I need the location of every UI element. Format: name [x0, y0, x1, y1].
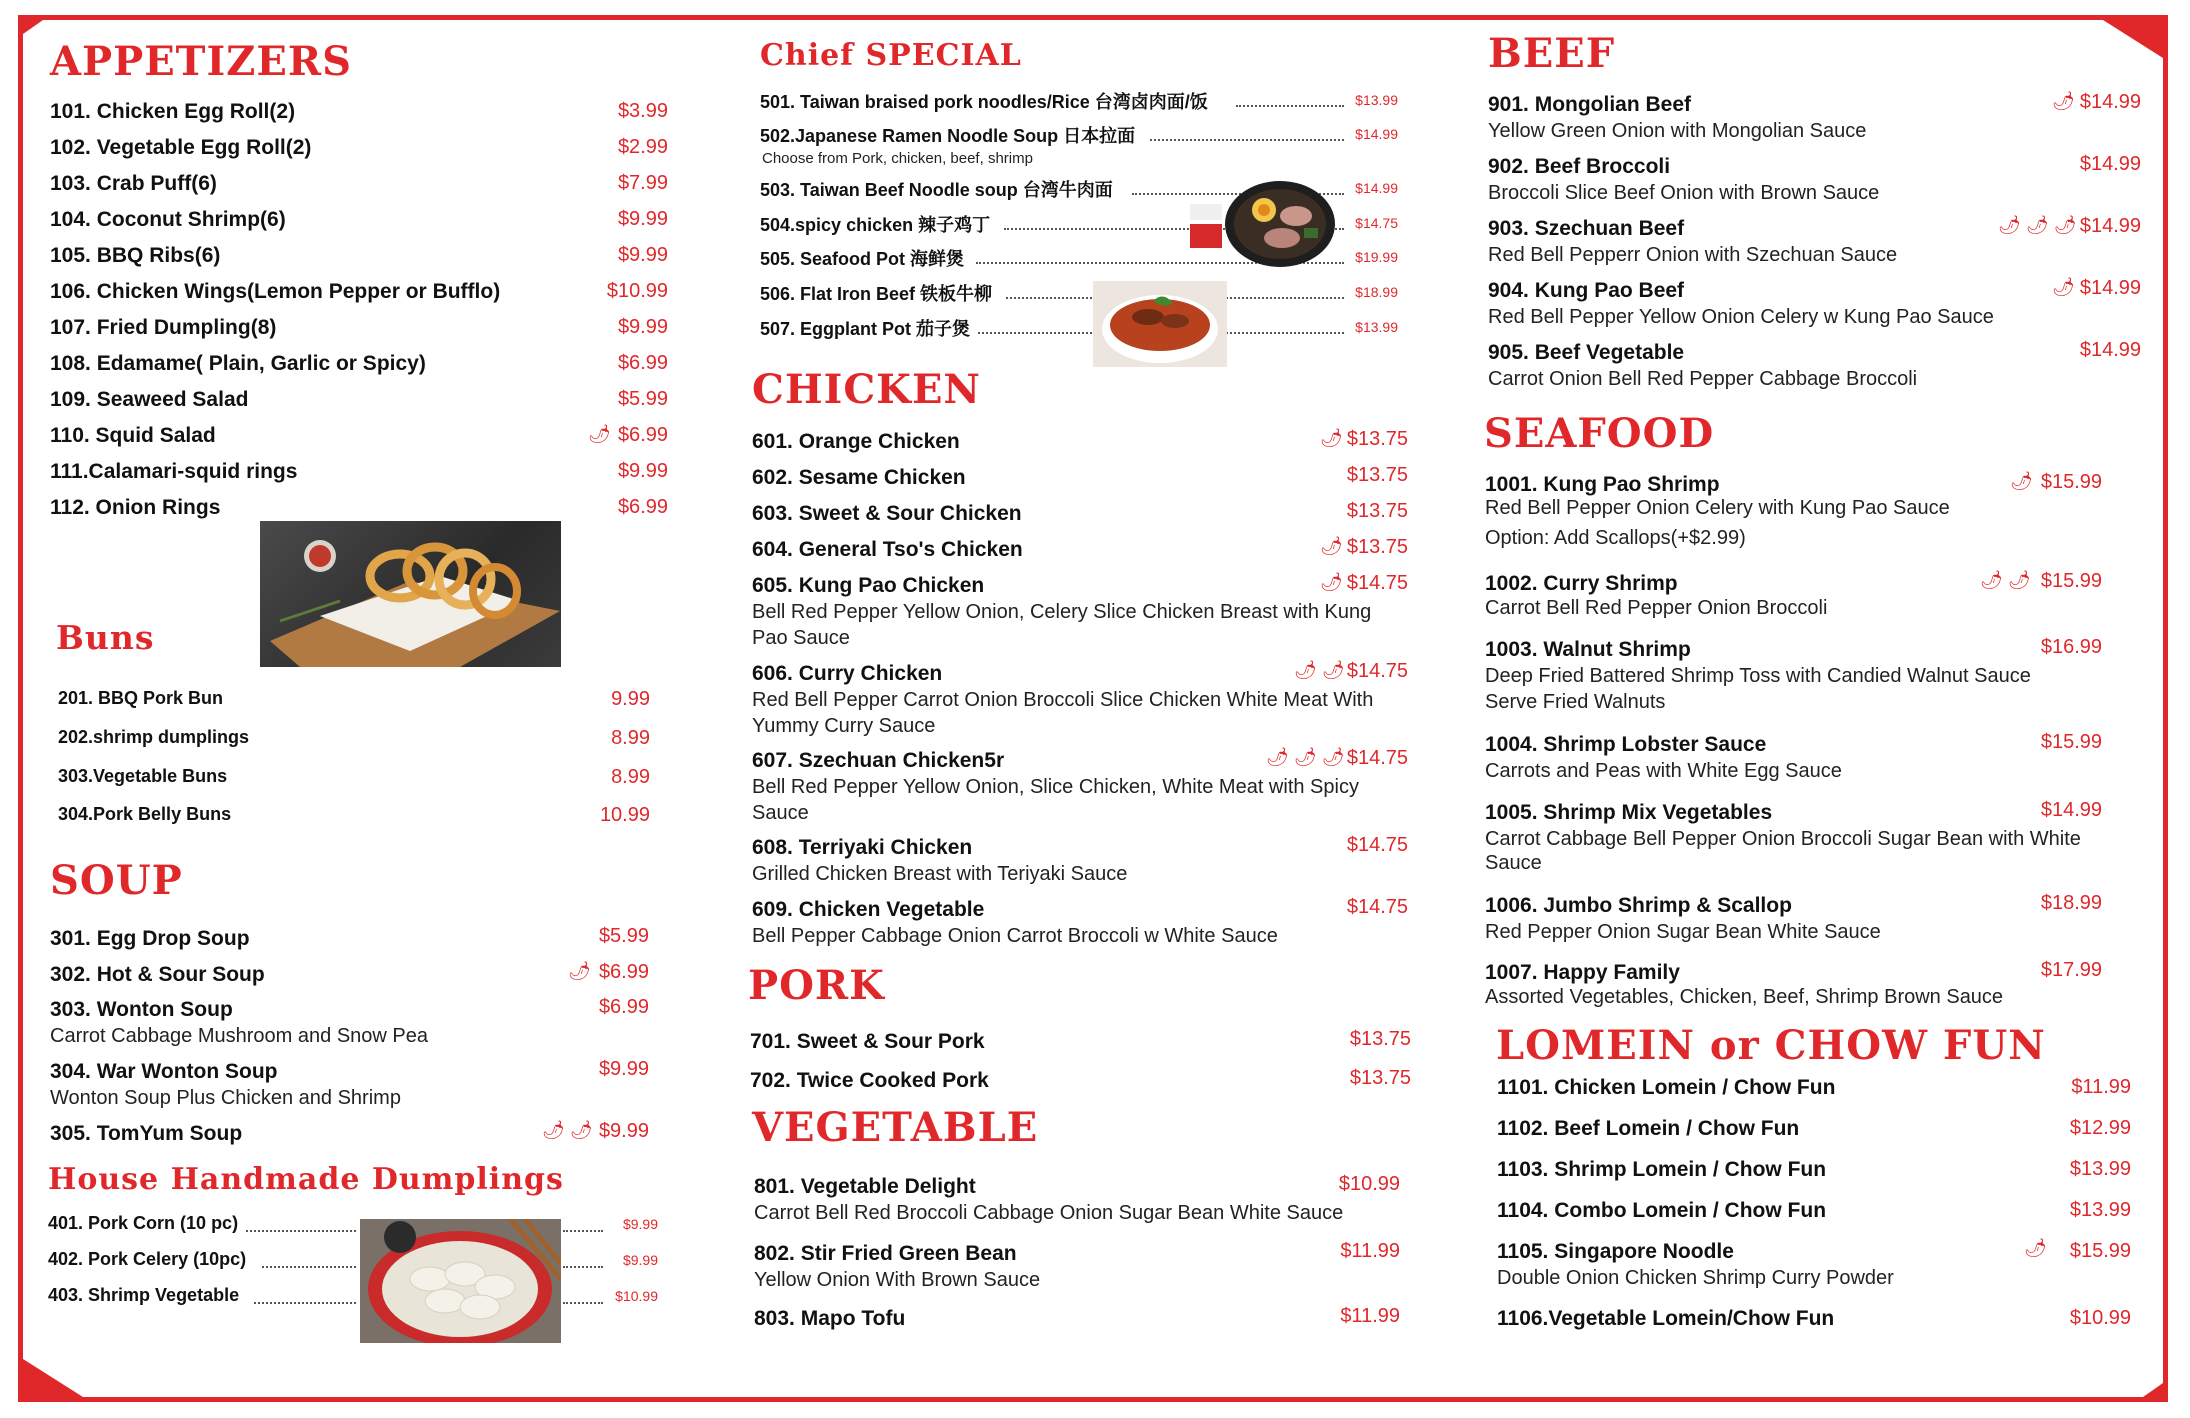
item-price: $6.99: [617, 496, 668, 518]
menu-item: 1005. Shrimp Mix Vegetables: [1485, 801, 1773, 824]
dot-leader: [563, 1230, 603, 1232]
menu-item: 503. Taiwan Beef Noodle soup 台湾牛肉面: [760, 180, 1113, 200]
item-price: $14.75: [1355, 215, 1398, 231]
chicken-title: CHICKEN: [752, 366, 981, 413]
item-note: Choose from Pork, chicken, beef, shrimp: [762, 150, 1033, 167]
item-description: Red Bell Pepperr Onion with Szechuan Sauce: [1488, 244, 1898, 266]
menu-item: 1006. Jumbo Shrimp & Scallop: [1485, 894, 1792, 917]
item-price: $13.99: [1355, 92, 1398, 108]
dot-leader: [254, 1302, 356, 1304]
item-price: 8.99: [611, 727, 650, 749]
item-price: $18.99: [2040, 892, 2102, 914]
menu-item: 504.spicy chicken 辣子鸡丁: [760, 215, 991, 235]
item-price: $10.99: [606, 280, 668, 302]
chili-pepper-icon: 🌶: [568, 961, 591, 981]
menu-item: 605. Kung Pao Chicken: [752, 574, 985, 597]
item-description: Yummy Curry Sauce: [752, 715, 936, 737]
menu-item: 802. Stir Fried Green Bean: [754, 1242, 1017, 1265]
item-price: $14.75: [1346, 747, 1408, 769]
item-price: $2.99: [617, 136, 668, 158]
item-description: Carrot Cabbage Bell Pepper Onion Broccoli Sugar Bean with White: [1485, 828, 2081, 850]
menu-item: 103. Crab Puff(6): [50, 172, 217, 195]
border-corner: [23, 1359, 83, 1397]
item-price: $13.75: [1346, 464, 1408, 486]
menu-item: 110. Squid Salad: [50, 424, 216, 447]
onion-rings-photo: [260, 521, 561, 667]
menu-item: 106. Chicken Wings(Lemon Pepper or Bufflo): [50, 280, 501, 303]
item-price: $9.99: [617, 460, 668, 482]
item-price: $14.99: [2079, 153, 2141, 175]
item-description: Sauce: [1485, 852, 1542, 874]
item-price: $5.99: [598, 925, 649, 947]
menu-item: 1002. Curry Shrimp: [1485, 572, 1678, 595]
menu-item: 506. Flat Iron Beef 铁板牛柳: [760, 284, 993, 304]
menu-item: 101. Chicken Egg Roll(2): [50, 100, 296, 123]
item-price: $11.99: [2071, 1076, 2131, 1098]
item-description: Assorted Vegetables, Chicken, Beef, Shrimp Brown Sauce: [1485, 986, 2004, 1008]
dot-leader: [246, 1230, 356, 1232]
item-price: $9.99: [617, 316, 668, 338]
item-description: Red Bell Pepper Onion Celery with Kung Pao Sauce: [1485, 497, 1950, 519]
item-price: $6.99: [617, 352, 668, 374]
item-price: $9.99: [617, 244, 668, 266]
menu-item: 606. Curry Chicken: [752, 662, 943, 685]
menu-item: 107. Fried Dumpling(8): [50, 316, 277, 339]
border-corner: [23, 20, 43, 34]
menu-item: 905. Beef Vegetable: [1488, 341, 1685, 364]
item-price: $9.99: [598, 1058, 649, 1080]
menu-item: 104. Coconut Shrimp(6): [50, 208, 286, 231]
seafood-title: SEAFOOD: [1484, 410, 1715, 457]
dot-leader: [262, 1266, 356, 1268]
item-description: Double Onion Chicken Shrimp Curry Powder: [1497, 1267, 1894, 1289]
item-price: $12.99: [2069, 1117, 2131, 1139]
item-price: $14.99: [2040, 799, 2102, 821]
menu-item: 608. Terriyaki Chicken: [752, 836, 973, 859]
menu-item: 1007. Happy Family: [1485, 961, 1680, 984]
item-price: $14.75: [1346, 572, 1408, 594]
menu-item: 609. Chicken Vegetable: [752, 898, 985, 921]
menu-item: 901. Mongolian Beef: [1488, 93, 1692, 116]
dot-leader: [563, 1266, 603, 1268]
chili-pepper-icon: 🌶: [588, 424, 611, 444]
item-price: $13.75: [1346, 536, 1408, 558]
item-price: $3.99: [617, 100, 668, 122]
menu-item: 801. Vegetable Delight: [754, 1175, 976, 1198]
menu-item: 301. Egg Drop Soup: [50, 927, 250, 950]
item-description: Red Bell Pepper Carrot Onion Broccoli Slice Chicken White Meat With: [752, 689, 1374, 711]
menu-item: 305. TomYum Soup: [50, 1122, 243, 1145]
item-price: $14.75: [1346, 660, 1408, 682]
chili-pepper-icon: 🌶: [1320, 536, 1343, 556]
menu-item: 102. Vegetable Egg Roll(2): [50, 136, 312, 159]
item-price: $17.99: [2040, 959, 2102, 981]
item-price: $13.99: [2069, 1199, 2131, 1221]
item-price: $14.99: [2079, 277, 2141, 299]
menu-item: 601. Orange Chicken: [752, 430, 960, 453]
lomein-title: LOMEIN or CHOW FUN: [1496, 1022, 2046, 1069]
menu-item: 1003. Walnut Shrimp: [1485, 638, 1691, 661]
menu-item: 1101. Chicken Lomein / Chow Fun: [1497, 1076, 1836, 1099]
chili-pepper-icon: 🌶 🌶: [542, 1120, 593, 1140]
item-description: Wonton Soup Plus Chicken and Shrimp: [50, 1087, 401, 1109]
item-description: Yellow Green Onion with Mongolian Sauce: [1488, 120, 1867, 142]
dot-leader: [1150, 139, 1344, 141]
item-price: $18.99: [1355, 284, 1398, 300]
item-price: $15.99: [2040, 731, 2102, 753]
menu-item: 1106.Vegetable Lomein/Chow Fun: [1497, 1307, 1835, 1330]
beef-noodle-photo: [1093, 281, 1227, 367]
menu-item: 607. Szechuan Chicken5r: [752, 749, 1005, 772]
menu-item: 902. Beef Broccoli: [1488, 155, 1671, 178]
menu-item: 803. Mapo Tofu: [754, 1307, 906, 1330]
chili-pepper-icon: 🌶: [1320, 572, 1343, 592]
item-description: Pao Sauce: [752, 627, 850, 649]
vegetable-title: VEGETABLE: [752, 1104, 1039, 1151]
item-description: Yellow Onion With Brown Sauce: [754, 1269, 1041, 1291]
menu-item: 1104. Combo Lomein / Chow Fun: [1497, 1199, 1827, 1222]
menu-item: 502.Japanese Ramen Noodle Soup 日本拉面: [760, 126, 1136, 146]
item-description: Red Bell Pepper Yellow Onion Celery w Kung Pao Sauce: [1488, 306, 1994, 328]
item-price: $13.75: [1349, 1067, 1411, 1089]
item-description: Grilled Chicken Breast with Teriyaki Sauce: [752, 863, 1128, 885]
menu-item: 403. Shrimp Vegetable: [48, 1285, 240, 1305]
item-price: $15.99: [2040, 471, 2102, 493]
item-price: 8.99: [611, 766, 650, 788]
item-price: $14.99: [1355, 126, 1398, 142]
appetizers-title: APPETIZERS: [50, 38, 352, 85]
menu-item: 602. Sesame Chicken: [752, 466, 966, 489]
menu-item: 303. Wonton Soup: [50, 998, 233, 1021]
menu-item: 402. Pork Celery (10pc): [48, 1249, 247, 1269]
item-price: $14.99: [2079, 215, 2141, 237]
chili-pepper-icon: 🌶: [2010, 471, 2033, 491]
item-description: Bell Red Pepper Yellow Onion, Celery Slice Chicken Breast with Kung: [752, 601, 1372, 623]
item-price: $10.99: [2069, 1307, 2131, 1329]
item-price: $14.99: [2079, 91, 2141, 113]
menu-item: 201. BBQ Pork Bun: [58, 688, 224, 708]
menu-item: 702. Twice Cooked Pork: [750, 1069, 989, 1092]
chief-special-title: Chief SPECIAL: [760, 38, 1022, 73]
item-price: $11.99: [1340, 1240, 1400, 1262]
menu-item: 112. Onion Rings: [50, 496, 221, 519]
menu-item: 1103. Shrimp Lomein / Chow Fun: [1497, 1158, 1827, 1181]
menu-item: 109. Seaweed Salad: [50, 388, 249, 411]
item-price: 9.99: [611, 688, 650, 710]
menu-item: 701. Sweet & Sour Pork: [750, 1030, 985, 1053]
item-price: $15.99: [2040, 570, 2102, 592]
soup-title: SOUP: [50, 857, 183, 904]
item-price: $16.99: [2040, 636, 2102, 658]
dumplings-photo: [360, 1219, 561, 1343]
menu-item: 304. War Wonton Soup: [50, 1060, 278, 1083]
item-description: Option: Add Scallops(+$2.99): [1485, 527, 1746, 549]
item-description: Broccoli Slice Beef Onion with Brown Sauce: [1488, 182, 1880, 204]
item-description: Bell Pepper Cabbage Onion Carrot Broccoli w White Sauce: [752, 925, 1278, 947]
item-description: Sauce: [752, 802, 809, 824]
menu-item: 603. Sweet & Sour Chicken: [752, 502, 1022, 525]
item-price: $6.99: [617, 424, 668, 446]
menu-item: 505. Seafood Pot 海鲜煲: [760, 249, 965, 269]
menu-item: 202.shrimp dumplings: [58, 727, 250, 747]
item-price: $15.99: [2069, 1240, 2131, 1262]
chili-pepper-icon: 🌶 🌶: [1980, 570, 2031, 590]
dot-leader: [1236, 105, 1344, 107]
menu-item: 903. Szechuan Beef: [1488, 217, 1685, 240]
item-description: Carrot Bell Red Pepper Onion Broccoli: [1485, 597, 1828, 619]
item-description: Deep Fried Battered Shrimp Toss with Candied Walnut Sauce: [1485, 665, 2031, 687]
item-price: $10.99: [1338, 1173, 1400, 1195]
menu-item: 1004. Shrimp Lobster Sauce: [1485, 733, 1767, 756]
menu-item: 1102. Beef Lomein / Chow Fun: [1497, 1117, 1800, 1140]
menu-item: 302. Hot & Sour Soup: [50, 963, 265, 986]
pork-title: PORK: [748, 962, 885, 1009]
item-description: Carrot Bell Red Broccoli Cabbage Onion Sugar Bean White Sauce: [754, 1202, 1344, 1224]
chili-pepper-icon: 🌶 🌶 🌶: [1266, 747, 1345, 767]
item-price: 10.99: [599, 804, 650, 826]
menu-item: 304.Pork Belly Buns: [58, 804, 232, 824]
item-price: $9.99: [598, 1120, 649, 1142]
chili-pepper-icon: 🌶 🌶: [1294, 660, 1345, 680]
item-price: $6.99: [598, 961, 649, 983]
dumplings-title: House Handmade Dumplings: [48, 1162, 564, 1197]
menu-item: 507. Eggplant Pot 茄子煲: [760, 319, 971, 339]
item-description: Carrots and Peas with White Egg Sauce: [1485, 760, 1842, 782]
menu-item: 111.Calamari-squid rings: [50, 460, 298, 483]
item-price: $13.99: [1355, 319, 1398, 335]
item-description: Red Pepper Onion Sugar Bean White Sauce: [1485, 921, 1881, 943]
item-description: Carrot Onion Bell Red Pepper Cabbage Broccoli: [1488, 368, 1918, 390]
item-description: Carrot Cabbage Mushroom and Snow Pea: [50, 1025, 428, 1047]
menu-item: 108. Edamame( Plain, Garlic or Spicy): [50, 352, 426, 375]
item-price: $9.99: [617, 208, 668, 230]
item-price: $9.99: [622, 1252, 658, 1268]
item-price: $13.75: [1349, 1028, 1411, 1050]
menu-item: 105. BBQ Ribs(6): [50, 244, 221, 267]
item-price: $13.99: [2069, 1158, 2131, 1180]
item-price: $9.99: [622, 1216, 658, 1232]
item-price: $11.99: [1340, 1305, 1400, 1327]
item-price: $5.99: [617, 388, 668, 410]
item-price: $13.75: [1346, 500, 1408, 522]
item-description: Bell Red Pepper Yellow Onion, Slice Chicken, White Meat with Spicy: [752, 776, 1359, 798]
buns-title: Buns: [56, 618, 155, 657]
item-price: $10.99: [615, 1288, 658, 1304]
item-price: $13.75: [1346, 428, 1408, 450]
border-corner: [2143, 1383, 2163, 1397]
item-price: $14.99: [2079, 339, 2141, 361]
item-price: $19.99: [1355, 249, 1398, 265]
beef-title: BEEF: [1488, 30, 1616, 77]
menu-item: 303.Vegetable Buns: [58, 766, 228, 786]
menu-item: 1105. Singapore Noodle: [1497, 1240, 1734, 1263]
border-corner: [2103, 20, 2163, 58]
dot-leader: [563, 1302, 603, 1304]
menu-item: 604. General Tso's Chicken: [752, 538, 1023, 561]
menu-item: 401. Pork Corn (10 pc): [48, 1213, 239, 1233]
chili-pepper-icon: 🌶: [1320, 428, 1343, 448]
chili-pepper-icon: 🌶: [2052, 91, 2075, 111]
menu-item: 904. Kung Pao Beef: [1488, 279, 1685, 302]
item-price: $6.99: [598, 996, 649, 1018]
chili-pepper-icon: 🌶: [2024, 1238, 2047, 1258]
menu-item: 1001. Kung Pao Shrimp: [1485, 473, 1720, 496]
chili-dish-photo: [1188, 200, 1224, 252]
menu-item: 501. Taiwan braised pork noodles/Rice 台湾卤肉面/饭: [760, 92, 1208, 112]
chili-pepper-icon: 🌶 🌶 🌶: [1998, 215, 2077, 235]
item-price: $14.75: [1346, 834, 1408, 856]
item-price: $14.99: [1355, 180, 1398, 196]
item-price: $14.75: [1346, 896, 1408, 918]
item-description: Serve Fried Walnuts: [1485, 691, 1666, 713]
item-price: $7.99: [617, 172, 668, 194]
ramen-photo: [1224, 180, 1336, 268]
chili-pepper-icon: 🌶: [2052, 277, 2075, 297]
